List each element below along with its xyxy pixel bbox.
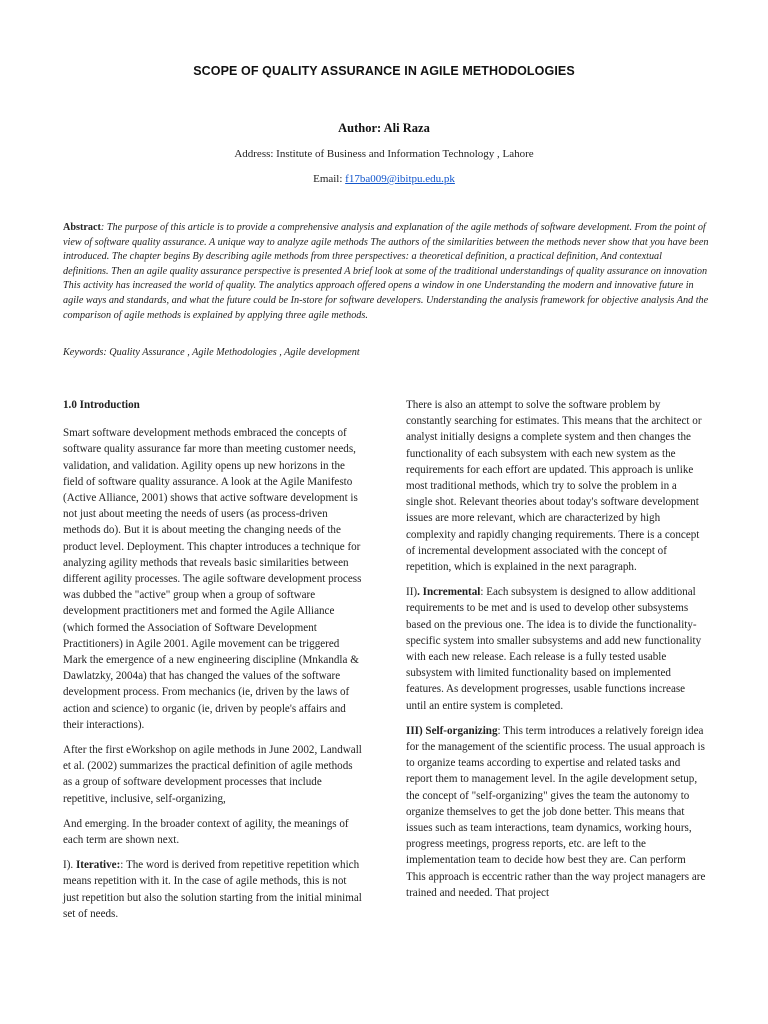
paragraph: And emerging. In the broader context of agility, the meanings of each term are shown next. bbox=[63, 817, 349, 847]
right-column bbox=[406, 397, 706, 910]
term-self-organizing: III) Self-organizing bbox=[406, 724, 498, 737]
term-incremental: . Incremental bbox=[417, 586, 481, 599]
email-label: Email: bbox=[313, 173, 343, 185]
paragraph: After the first eWorkshop on agile methods in June 2002, Landwall et al. (2002) summarizes the practical definition of agile methods as a group of software development processes that include repetitive, inclusive, self-organizing, bbox=[63, 744, 362, 805]
list-prefix: II) bbox=[406, 586, 418, 599]
address-line: Address: Institute of Business and Information Technology , Lahore bbox=[234, 148, 534, 160]
abstract-text: : The purpose of this article is to provide a comprehensive analysis and explanation of the agile methods of software development. From the point of view of software quality assurance. A unique way to analyze agile methods The authors of the similarities between the methods never show that you have been introduced. The chapter begins By describing agile methods from three perspectives: a theoretical definition, a practical definition, And contextual definitions. Then an agile quality assurance perspective is presented A brief look at some of the traditional understandings of quality assurance on innovation This activity has increased the world of quality. The analytics approach offered opens a window in one Understanding the modern and innovative future in agile ways and standards, and what the future could be In-store for software developers. Understanding the analysis framework for objective analysis And the comparison of agile methods is explained by applying three agile methods. bbox=[63, 222, 709, 321]
email-link[interactable]: f17ba009@ibitpu.edu.pk bbox=[345, 173, 455, 185]
term-definition: : This term introduces a relatively foreign idea for the management of the scientific process. The usual approach is to organize teams according to expertise and related tasks and report them to management level. In the agile development setup, the concept of "self-organizing" gives the team the autonomy to organize themselves to get the job done better. This means that issues such as team interactions, team dynamics, working hours, progress meetings, progress reports, etc. are left to the implementation team to decide how best they are. Can perform This approach is eccentric rather than the way project managers are trained and needed. That project bbox=[406, 724, 706, 899]
paragraph-incremental bbox=[406, 584, 706, 714]
term-iterative: Iterative: bbox=[75, 859, 121, 872]
term-definition: : Each subsystem is designed to allow additional requirements to be met and is used to develop other subsystems based on the previous one. The idea is to divide the functionality-specific system into smaller subsystems and add new functionality with each new release. Each release is a fully tested usable subsystem with limited functionality based on implemented features. As development progresses, usable functions increase until an entire system is completed. bbox=[406, 586, 702, 712]
paragraph-iterative bbox=[63, 857, 363, 922]
term-definition: : The word is derived from repetitive repetition which means repetition with it. In the case of agile methods, this is not just repetition but also the solution starting from the initial minimal set of needs. bbox=[63, 859, 362, 920]
abstract bbox=[63, 221, 709, 323]
list-prefix: I). bbox=[63, 859, 76, 872]
paper-title: SCOPE OF QUALITY ASSURANCE IN AGILE METHODOLOGIES bbox=[193, 64, 575, 78]
email-line bbox=[0, 173, 768, 185]
section-heading-introduction: 1.0 Introduction bbox=[63, 399, 140, 411]
paragraph-self-organizing bbox=[406, 723, 706, 901]
keywords: Keywords: Quality Assurance , Agile Methodologies , Agile development bbox=[63, 347, 360, 358]
paragraph: There is also an attempt to solve the software problem by constantly searching for estimates. This means that the architect or analyst initially designs a complete system and then changes the functionality of each subsystem with each new system as the requirements for each effort are updated. This approach is unlike most traditional methods, which try to solve the problem in a single shot. Relevant theories about today's software development issues are more relevant, which are characterized by high complexity and rapidly changing requirements. There is a concept of incremental development associated with the concept of repetition, which is explained in the next paragraph. bbox=[406, 399, 702, 574]
paragraph: Smart software development methods embraced the concepts of software quality assurance far more than meeting customer needs, validation, and validation. Agility opens up new horizons in the field of software quality assurance. A look at the Agile Manifesto (Active Alliance, 2001) shows that active software development is not just about meeting the needs of users (as process-driven methods do). But it is about meeting the changing needs of the product level. Deployment. This chapter introduces a technique for analyzing agility methods that reveals basic similarities between different agility processes. The agile software development process was dubbed the "active" group when a group of software development practitioners met and formed the Agile Alliance (which formed the Association of Software Development Practitioners) in Agile 2001. Agile movement can be triggered Mark the emergence of a new engineering discipline (Mnkandla & Dawlatzky, 2004a) that has changed the values of the software development process. From mechanics (ie, driven by the laws of action and science) to organic (ie, driven by people's affairs and their interactions). bbox=[63, 427, 362, 731]
left-column bbox=[63, 397, 363, 931]
author-line: Author: Ali Raza bbox=[338, 121, 430, 135]
abstract-label: Abstract bbox=[63, 222, 101, 233]
